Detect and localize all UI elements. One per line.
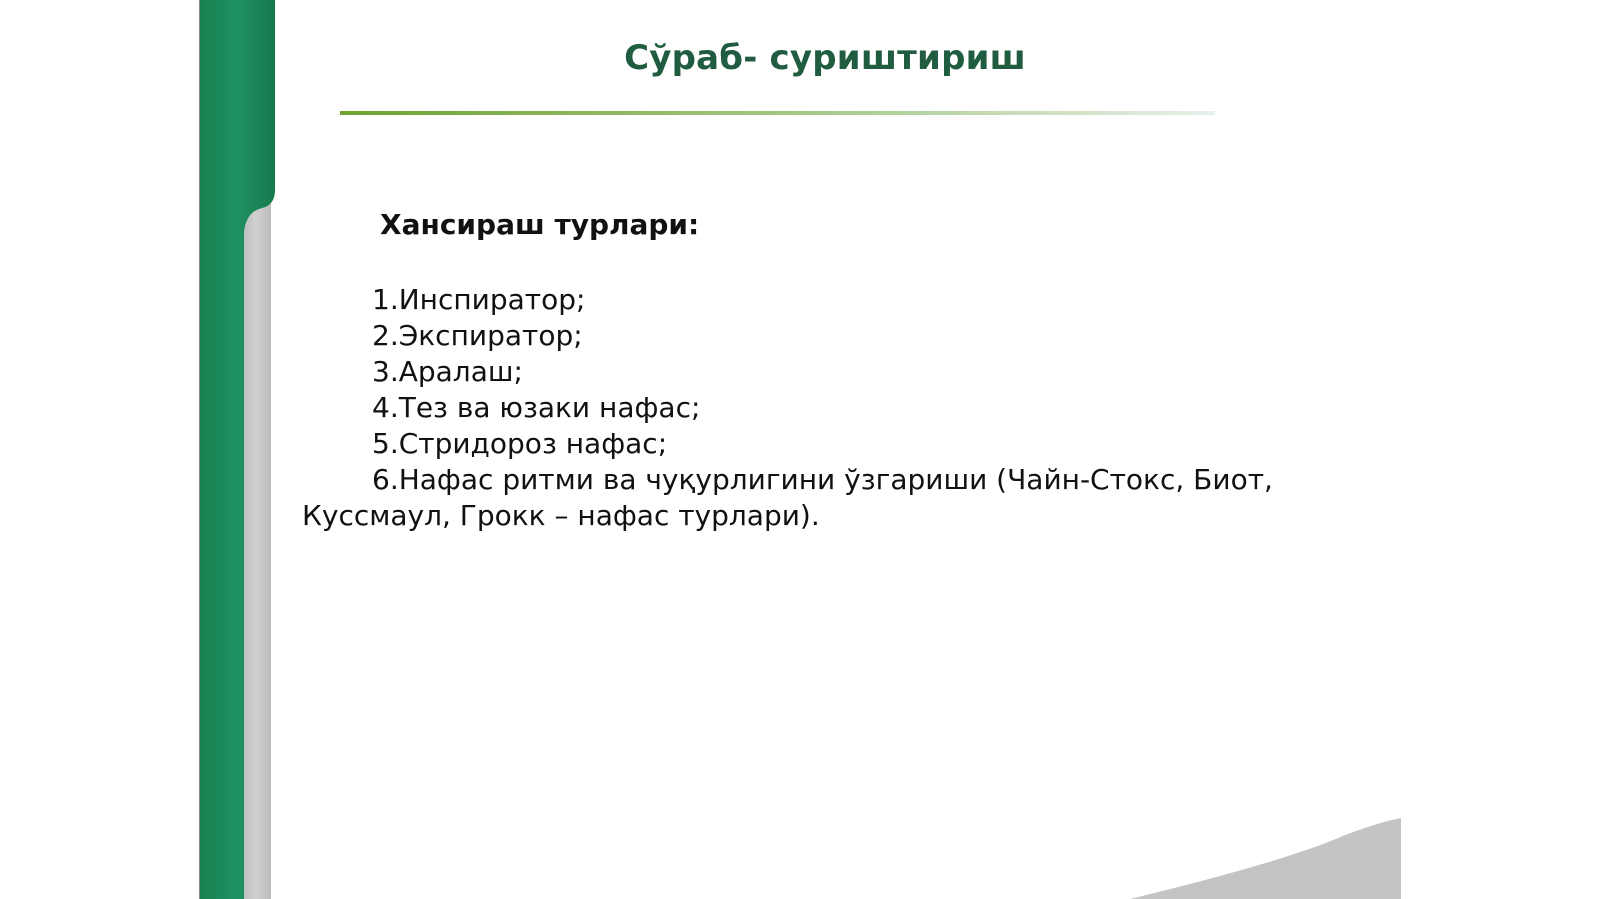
bottom-swoosh: [1130, 818, 1401, 899]
title-underline: [340, 111, 1215, 115]
list-heading: Хансираш турлари:: [380, 208, 700, 241]
list-item: 2.Экспиратор;: [372, 319, 583, 352]
side-gray-strip: [240, 200, 271, 899]
list-item: 5.Стридороз нафас;: [372, 427, 668, 460]
slide-title: Сўраб- суриштириш: [624, 38, 1026, 78]
list-item: 4.Тез ва юзаки нафас;: [372, 391, 701, 424]
list-item: 6.Нафас ритми ва чуқурлигини ўзгариши (Чайн-Стокс, Биот,: [372, 463, 1273, 496]
list-item: 1.Инспиратор;: [372, 283, 586, 316]
list-item-continuation: Куссмаул, Грокк – нафас турлари).: [302, 499, 820, 532]
list-item: 3.Аралаш;: [372, 355, 523, 388]
